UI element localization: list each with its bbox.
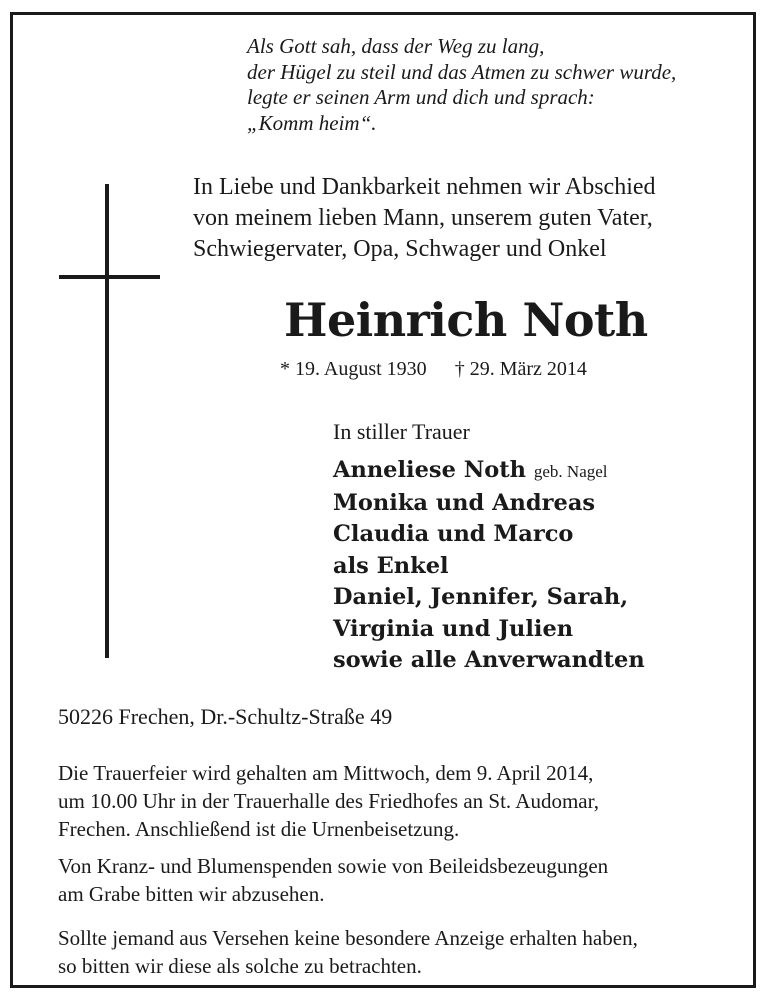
deceased-name: Heinrich Noth [284, 293, 648, 347]
birth-date: * 19. August 1930 [280, 358, 427, 380]
mourning-label: In stiller Trauer [333, 419, 470, 444]
notice-text [58, 924, 728, 980]
poem-verse [247, 34, 747, 136]
farewell-line: von meinem lieben Mann, unserem guten Vater, [193, 205, 653, 231]
mourner-line: Virginia und Julien [333, 615, 574, 642]
spouse-name: Anneliese Noth [333, 457, 527, 483]
farewell-line: In Liebe und Dankbarkeit nehmen wir Abschied [193, 174, 656, 200]
poem-line: legte er seinen Arm und dich und sprach: [247, 85, 595, 109]
notice-line: so bitten wir diese als solche zu betrachten. [58, 954, 422, 978]
mourner-line: sowie alle Anverwandten [333, 647, 645, 673]
spouse-maiden-name: geb. Nagel [533, 462, 608, 481]
condolence-wishes [58, 852, 728, 908]
mourner-spouse [333, 455, 645, 488]
poem-line: „Komm heim“. [247, 110, 377, 135]
cross-icon [105, 184, 109, 658]
notice-line: Sollte jemand aus Versehen keine besondere Anzeige erhalten haben, [58, 926, 638, 950]
mourner-line: Claudia und Marco [333, 521, 574, 547]
ceremony-line: Die Trauerfeier wird gehalten am Mittwoch, dem 9. April 2014, [58, 761, 594, 785]
ceremony-info [58, 759, 728, 843]
mourner-line: als Enkel [333, 552, 449, 579]
cross-icon-bar [59, 275, 160, 279]
death-date: † 29. März 2014 [454, 358, 587, 380]
mourner-line: Monika und Andreas [333, 489, 596, 516]
poem-line: Als Gott sah, dass der Weg zu lang, [247, 34, 545, 58]
wishes-line: Von Kranz- und Blumenspenden sowie von Beileidsbezeugungen [58, 854, 609, 878]
life-dates [280, 356, 587, 382]
ceremony-line: um 10.00 Uhr in der Trauerhalle des Friedhofes an St. Audomar, [58, 789, 599, 813]
family-address: 50226 Frechen, Dr.-Schultz-Straße 49 [58, 704, 393, 729]
wishes-line: am Grabe bitten wir abzusehen. [58, 882, 325, 906]
poem-line: der Hügel zu steil und das Atmen zu schwer wurde, [247, 59, 677, 84]
mourner-line: Daniel, Jennifer, Sarah, [333, 584, 629, 610]
farewell-text [193, 172, 743, 265]
ceremony-line: Frechen. Anschließend ist die Urnenbeisetzung. [58, 817, 460, 841]
mourners-list [333, 455, 645, 677]
farewell-line: Schwiegervater, Opa, Schwager und Onkel [193, 236, 607, 262]
